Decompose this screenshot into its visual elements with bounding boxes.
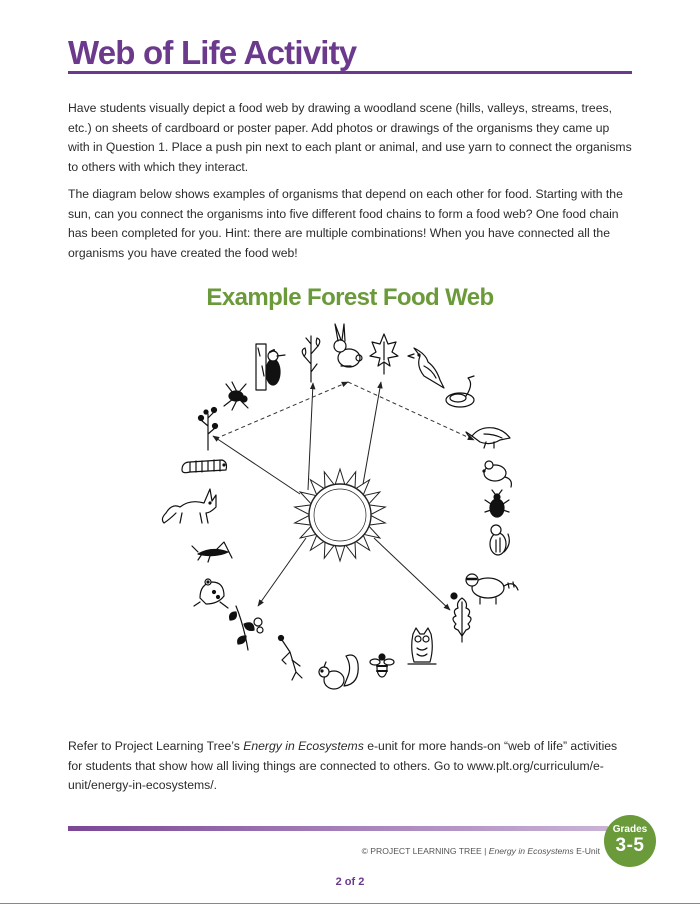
- chipmunk-icon: [490, 525, 509, 555]
- arrow-sun-to-maple: [362, 382, 381, 490]
- arrow-sun-to-oak: [374, 538, 450, 610]
- sun-icon: [294, 469, 386, 561]
- oak-leaf-icon: [451, 593, 471, 642]
- mantis-icon: [279, 636, 303, 681]
- page-title: Web of Life Activity: [68, 34, 357, 71]
- grades-badge: [604, 815, 656, 867]
- maple-leaf-icon: [370, 334, 398, 374]
- footer-bar: [68, 826, 608, 831]
- copyright-end: E-Unit: [573, 846, 600, 856]
- dashed-arrow-2: [348, 382, 474, 440]
- woodpecker-icon: [256, 344, 285, 390]
- grasshopper-icon: [192, 542, 232, 562]
- hawk-icon: [466, 428, 510, 448]
- example-food-chain: [222, 382, 474, 440]
- page-header: [68, 34, 632, 76]
- rabbit-icon: [334, 324, 362, 367]
- beetle-icon: [485, 490, 509, 517]
- reference-text-start: Refer to Project Learning Tree’s: [68, 739, 244, 753]
- food-web-diagram: [150, 318, 550, 718]
- copyright-text: [362, 846, 600, 856]
- title-underline: [68, 71, 632, 74]
- owl-icon: [408, 628, 436, 664]
- ivy-icon: [230, 606, 263, 650]
- intro-paragraph: Have students visually depict a food web by drawing a woodland scene (hills, valleys, streams, trees, etc.) on sheets of cardboard or poster paper. Add photos or drawings of the organisms they came up with in Question 1. Place a push pin next to each plant or animal, and use yarn to connect the organisms to others with which they interact.: [68, 101, 632, 174]
- bee-icon: [370, 654, 394, 677]
- grades-value: 3-5: [615, 835, 645, 856]
- e-unit-title: Energy in Ecosystems: [243, 739, 364, 753]
- bird-cherry-icon: [199, 408, 218, 451]
- snake-icon: [446, 376, 474, 407]
- diagram-title: Example Forest Food Web: [206, 284, 494, 311]
- bottom-divider: [0, 903, 700, 904]
- fox-icon: [162, 489, 216, 523]
- reference-text-end: e-unit for more hands-on “web of life” activities for students that show how all living things are connected to others. Go to www.plt.org/curriculum/e-unit/energy-in-ecosystems/.: [68, 739, 618, 792]
- raccoon-icon: [466, 574, 518, 604]
- mouse-icon: [483, 461, 511, 487]
- instructions-paragraph: The diagram below shows examples of organisms that depend on each other for food. Starting with the sun, can you connect the organisms into five different food chains to form a food web? One food chain has been completed for you. Hint: there are multiple combinations! When you have connected all the organisms you have created the food web!: [68, 187, 623, 260]
- grades-label: Grades: [612, 824, 648, 835]
- reference-paragraph: [68, 737, 634, 796]
- caterpillar-icon: [182, 460, 227, 473]
- arrow-sun-to-ivy: [258, 538, 306, 606]
- plant-sprig-icon: [302, 336, 320, 382]
- squirrel-icon: [319, 655, 358, 689]
- copyright-unit-title: Energy in Ecosystems: [488, 846, 574, 856]
- copyright-start: © PROJECT LEARNING TREE |: [361, 846, 489, 856]
- spider-icon: [224, 382, 248, 410]
- cardinal-icon: [408, 348, 444, 388]
- page-number: 2 of 2: [335, 876, 365, 888]
- frog-icon: [194, 579, 228, 608]
